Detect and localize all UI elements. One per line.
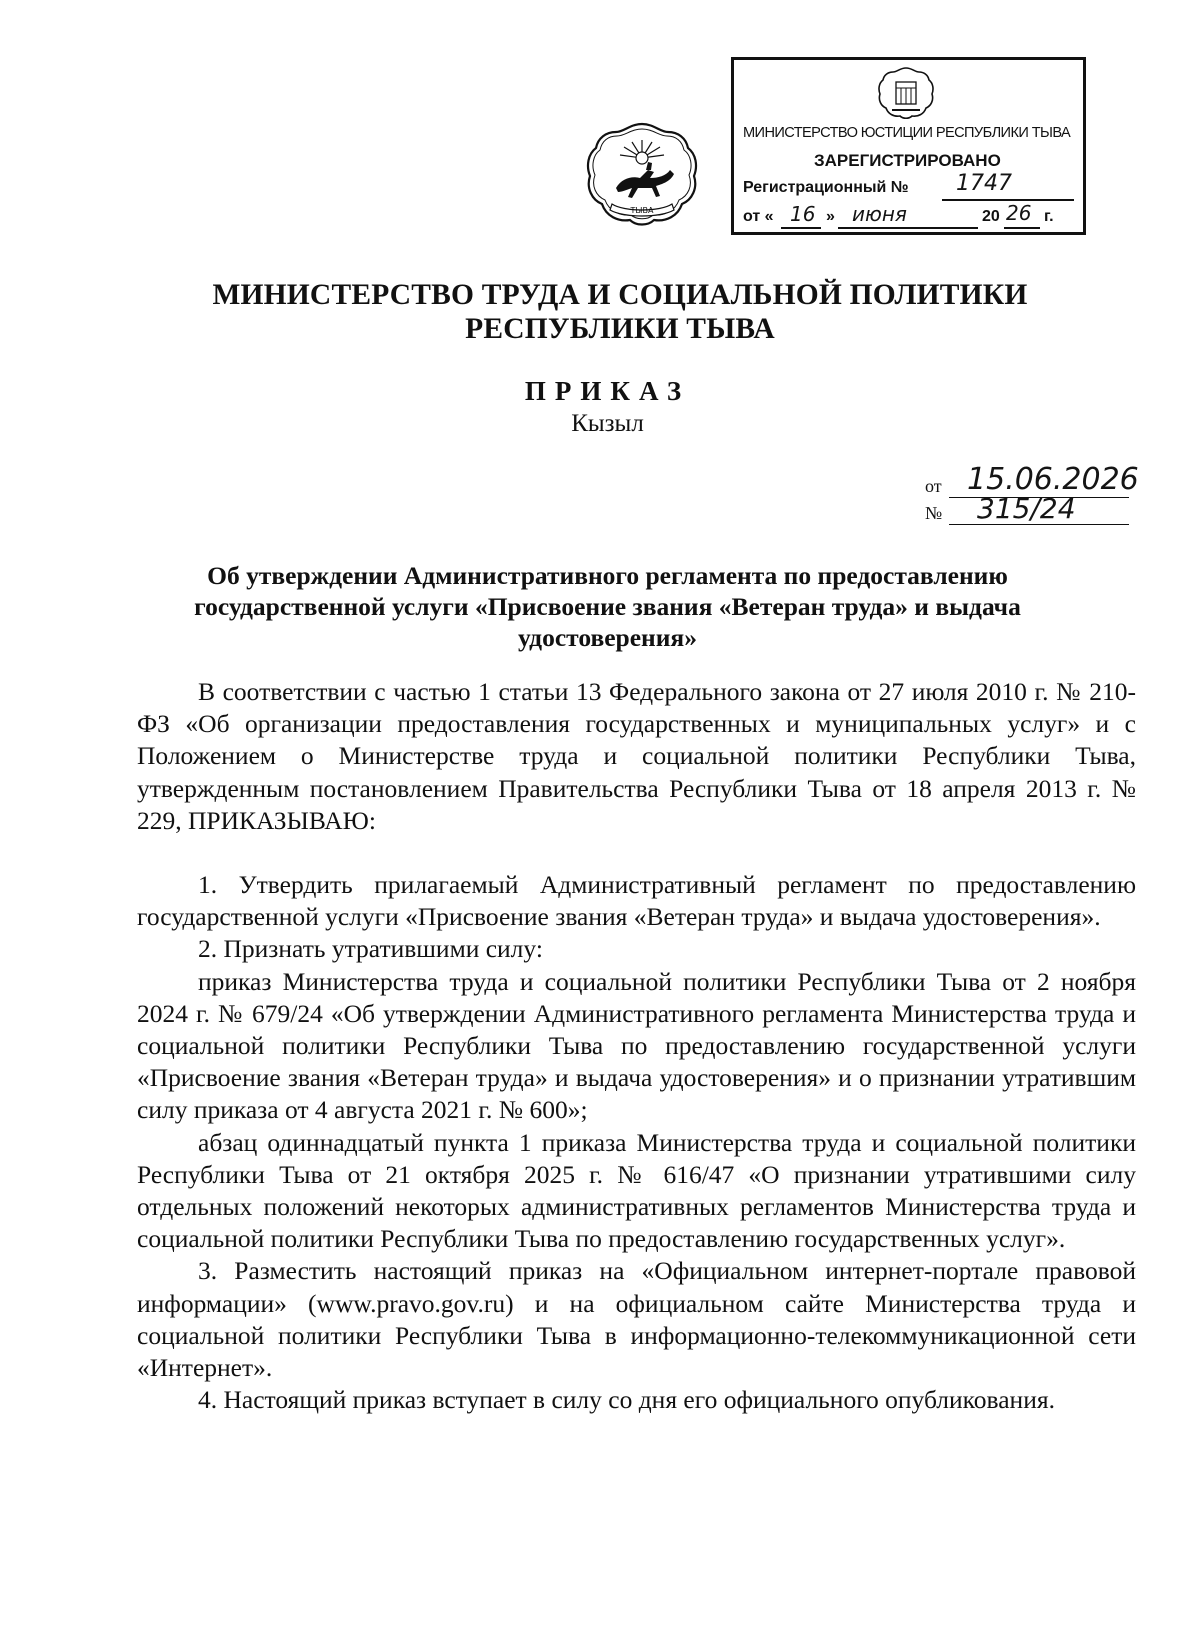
stamp-date-year-value: 26 <box>1006 201 1032 225</box>
paragraph-preamble: В соответствии с частью 1 статьи 13 Федерального закона от 27 июля 2010 г. № 210-ФЗ «Об организации предоставления государственных и муниципальных услуг» и с Положением о Министерстве труда и социальной политики Республики Тыва, утвержденным постановлением Правительства Республики Тыва от 18 апреля 2013 г. № 229, ПРИКАЗЫВАЮ: <box>137 677 1136 835</box>
paragraph-item-2: 2. Признать утратившими силу: <box>198 934 543 964</box>
doc-subject: Об утверждении Административного регламента по предоставлению государственной услуги «Присвоение звания «Ветеран труда» и выдача удостоверения» <box>194 561 1021 652</box>
emblem-label: ТЫВА <box>630 206 654 215</box>
stamp-date-prefix: от « <box>743 208 774 225</box>
stamp-date-mid: » <box>826 208 835 225</box>
stamp-year-line <box>1004 227 1040 229</box>
doc-city: Кызыл <box>571 410 644 437</box>
tuva-emblem-icon <box>582 118 702 230</box>
stamp-ministry: МИНИСТЕРСТВО ЮСТИЦИИ РЕСПУБЛИКИ ТЫВА <box>743 125 1071 141</box>
stamp-date-day: 16 <box>790 202 816 226</box>
doc-type: ПРИКАЗ <box>524 376 691 406</box>
paragraph-item-1: 1. Утвердить прилагаемый Административный регламент по предоставлению государственной услуги «Присвоение звания «Ветеран труда» и выдача удостоверения». <box>137 870 1136 932</box>
stamp-date-month: июня <box>852 202 907 226</box>
stamp-emblem-icon <box>877 65 935 123</box>
paragraph-item-3: 3. Разместить настоящий приказ на «Официальном интернет-портале правовой информации» (www.pravo.gov.ru) и на официальном сайте Министерства труда и социальной политики Республики Тыва в информационно-телекоммуникационной сети «Интернет». <box>137 1256 1136 1383</box>
stamp-reg-number-label: Регистрационный № <box>743 179 909 196</box>
number-label: № <box>925 503 943 523</box>
paragraph-item-2-sub-1: приказ Министерства труда и социальной политики Республики Тыва от 2 ноября 2024 г. № 679/24 «Об утверждении Административного регламента Министерства труда и социальной политики Республики Тыва по предоставлению государственной услуги «Присвоение звания «Ветеран труда» и выдача удостоверения» и о признании утратившим силу приказа от 4 августа 2021 г. № 600»; <box>137 966 1136 1125</box>
date-label: от <box>925 476 942 496</box>
stamp-date-year-suffix: г. <box>1044 208 1054 225</box>
org-title: МИНИСТЕРСТВО ТРУДА И СОЦИАЛЬНОЙ ПОЛИТИКИ РЕСПУБЛИКИ ТЫВА <box>212 279 1028 345</box>
doc-date-number <box>925 462 1139 532</box>
stamp-reg-number-value: 1747 <box>956 171 1012 196</box>
registration-stamp <box>731 57 1086 235</box>
date-value: 15.06.2026 <box>967 462 1139 497</box>
paragraph-item-4: 4. Настоящий приказ вступает в силу со дня его официального опубликования. <box>198 1385 1055 1415</box>
stamp-day-line <box>781 227 821 229</box>
paragraph-item-2-sub-2: абзац одиннадцатый пункта 1 приказа Министерства труда и социальной политики Республики Тыва от 21 октября 2025 г. № 616/47 «О признании утратившими силу отдельных положений некоторых административных регламентов Министерства труда и социальной политики Республики Тыва по предоставлению государственных услуг». <box>137 1127 1136 1254</box>
stamp-month-line <box>838 227 978 229</box>
stamp-date-year-prefix: 20 <box>982 208 1000 225</box>
stamp-registered: ЗАРЕГИСТРИРОВАНО <box>814 151 1001 170</box>
number-value: 315/24 <box>977 492 1076 525</box>
doc-body <box>137 676 1136 1416</box>
